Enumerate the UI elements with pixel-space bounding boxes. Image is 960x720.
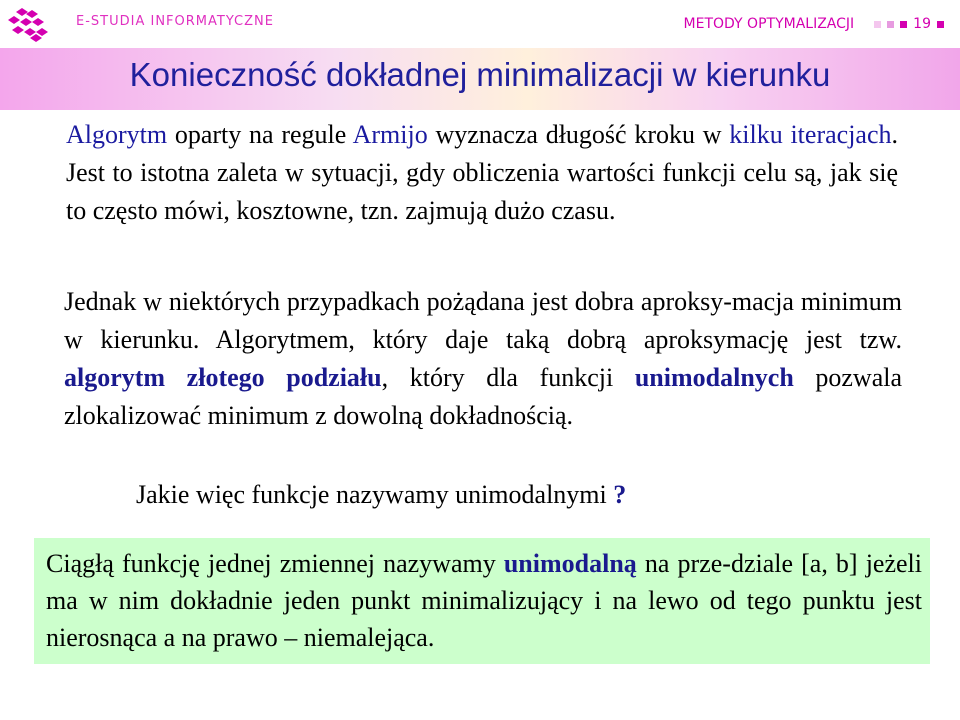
header-course-info <box>684 16 944 32</box>
square-icon <box>937 21 944 28</box>
term-golden-section: algorytm złotego podziału <box>64 363 382 392</box>
text-run: pozwala zlokalizować minimum z dowolną dokładnością. <box>64 363 903 430</box>
term-unimodal-def: unimodalną <box>503 549 637 578</box>
square-icon <box>887 21 894 28</box>
course-title: METODY OPTYMALIZACJI <box>683 16 855 32</box>
question-text: Jakie więc funkcje nazywamy unimodalnymi <box>136 480 614 509</box>
text-run: na prze-dziale [a, b] jeżeli ma w nim dokładnie jeden punkt minimalizujący i na lewo od tego punktu jest nierosnąca a na prawo – niemalejąca. <box>46 549 922 652</box>
term-unimodal: unimodalnych <box>634 363 794 392</box>
text-run: oparty na regule <box>167 120 353 149</box>
question-mark: ? <box>613 480 627 509</box>
term-algorithm: Algorytm <box>66 120 168 149</box>
term-few-iterations: kilku iteracjach <box>729 120 892 149</box>
square-icon <box>900 21 907 28</box>
paragraph-armijo <box>66 116 898 230</box>
text-run: . Jest to istotna zaleta w sytuacji, gdy obliczenia wartości funkcji celu są, jak się to często mówi, kosztowne, tzn. zajmują dużo czasu. <box>66 120 898 225</box>
text-run: Jednak w niektórych przypadkach pożądana jest dobra aproksy-macja minimum w kierunku. Algorytmem, który daje taką dobrą aproksymację jest tzw. <box>64 287 902 354</box>
square-icon <box>874 21 881 28</box>
text-run: , który dla funkcji <box>381 363 635 392</box>
brand-name: E-STUDIA INFORMATYCZNE <box>76 14 274 29</box>
logo-icon <box>8 6 52 42</box>
question-line <box>136 480 626 510</box>
definition-text <box>46 545 922 656</box>
page-number: 19 <box>913 16 931 32</box>
term-armijo: Armijo <box>352 120 428 149</box>
slide-title: Konieczność dokładnej minimalizacji w kierunku <box>129 56 831 93</box>
paragraph-golden-section <box>64 283 902 435</box>
text-run: wyznacza długość kroku w <box>427 120 730 149</box>
text-run: Ciągłą funkcję jednej zmiennej nazywamy <box>46 549 504 578</box>
